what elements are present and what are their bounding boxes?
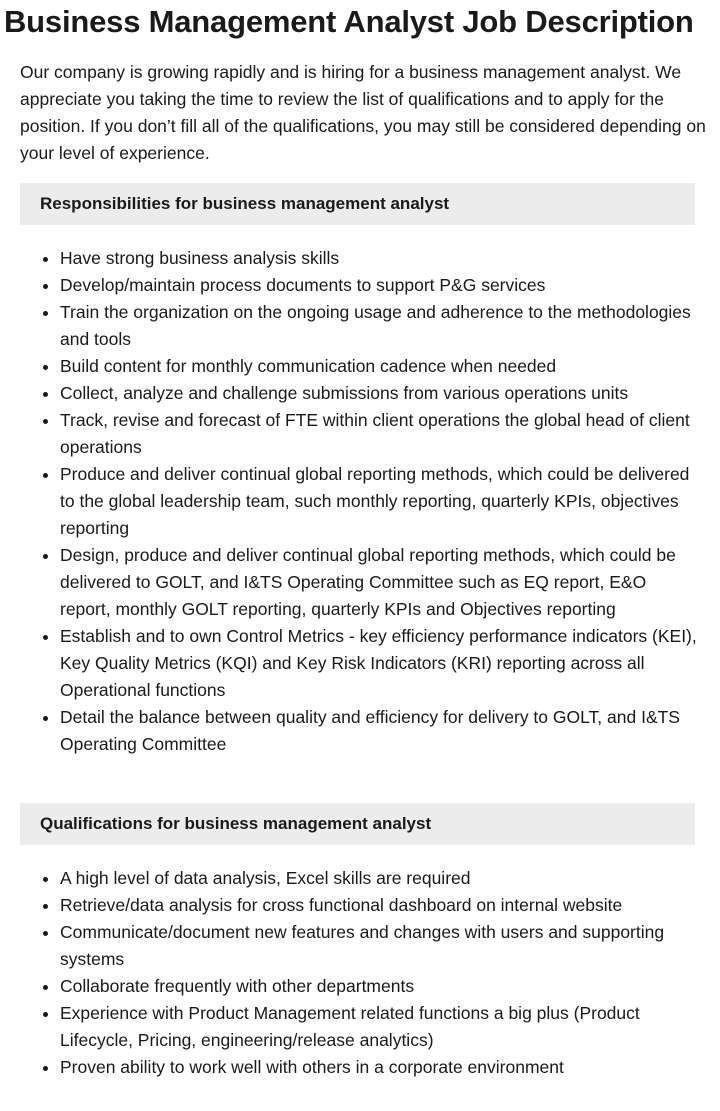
list-item: • Experience with Product Management related functions a big plus (Product Lifecycle, Pricing, engineering/release analytics) [60, 1000, 700, 1054]
list-item: • Build content for monthly communication cadence when needed [60, 353, 700, 380]
list-item: • Train the organization on the ongoing usage and adherence to the methodologies and tools [60, 299, 700, 353]
qualifications-header [20, 803, 695, 845]
list-item: • Communicate/document new features and changes with users and supporting systems [60, 919, 700, 973]
list-item: • Detail the balance between quality and efficiency for delivery to GOLT, and I&TS Operating Committee [60, 704, 700, 758]
qualifications-heading: Qualifications for business management analyst [40, 814, 432, 833]
responsibilities-heading: Responsibilities for business management analyst [40, 194, 450, 213]
list-item: • Establish and to own Control Metrics - key efficiency performance indicators (KEI), Key Quality Metrics (KQI) and Key Risk Indicators (KRI) reporting across all Operational functions [60, 623, 700, 704]
page-title: Business Management Analyst Job Description [4, 4, 694, 39]
list-item: • Design, produce and deliver continual global reporting methods, which could be delivered to GOLT, and I&TS Operating Committee such as EQ report, E&O report, monthly GOLT reporting, quarterly KPIs and Objectives reporting [60, 542, 700, 623]
list-item: • Develop/maintain process documents to support P&G services [60, 272, 700, 299]
list-item: • Track, revise and forecast of FTE within client operations the global head of client operations [60, 407, 700, 461]
list-item: • A high level of data analysis, Excel skills are required [60, 865, 700, 892]
responsibilities-list [20, 245, 700, 758]
qualifications-list [20, 865, 700, 1081]
list-item: • Collaborate frequently with other departments [60, 973, 700, 1000]
list-item: • Produce and deliver continual global reporting methods, which could be delivered to the global leadership team, such monthly reporting, quarterly KPIs, objectives reporting [60, 461, 700, 542]
responsibilities-header [20, 183, 695, 225]
list-item: • Proven ability to work well with others in a corporate environment [60, 1054, 700, 1081]
list-item: • Collect, analyze and challenge submissions from various operations units [60, 380, 700, 407]
list-item: • Retrieve/data analysis for cross functional dashboard on internal website [60, 892, 700, 919]
list-item: • Have strong business analysis skills [60, 245, 700, 272]
intro-paragraph: Our company is growing rapidly and is hiring for a business management analyst. We appreciate you taking the time to review the list of qualifications and to apply for the position. If you don’t fill all of the qualifications, you may still be considered depending on your level of experience. [20, 62, 706, 163]
